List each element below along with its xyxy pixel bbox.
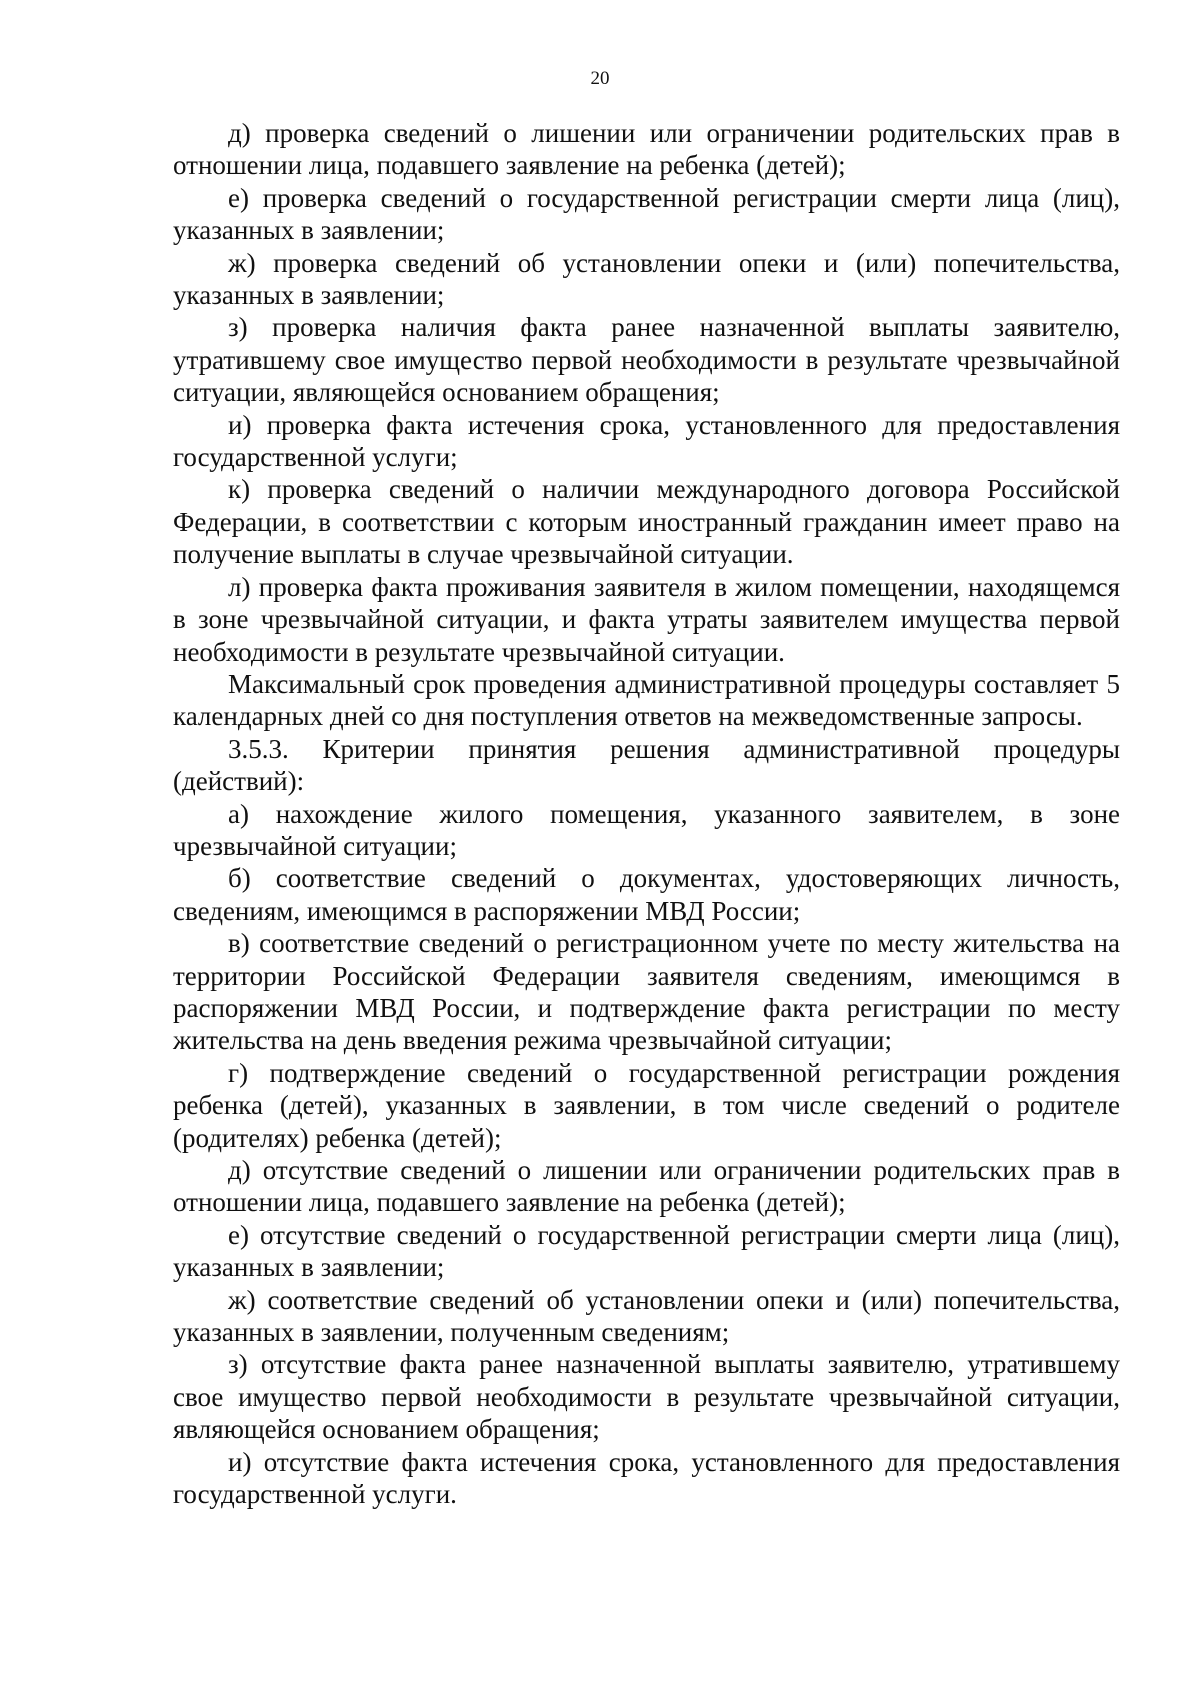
paragraph-max-duration: Максимальный срок проведения административной процедуры составляет 5 календарных дней со дня поступления ответов на межведомственные запросы. — [173, 668, 1120, 732]
paragraph-criterion-g: г) подтверждение сведений о государственной регистрации рождения ребенка (детей), указанных в заявлении, в том числе сведений о родителе (родителях) ребенка (детей); — [173, 1057, 1120, 1153]
paragraph-verify-guardianship: ж) проверка сведений об установлении опеки и (или) попечительства, указанных в заявлении; — [173, 247, 1120, 311]
paragraph-criterion-z: з) отсутствие факта ранее назначенной выплаты заявителю, утратившему свое имущество первой необходимости в результате чрезвычайной ситуации, являющейся основанием обращения; — [173, 1349, 1120, 1445]
paragraph-criterion-v: в) соответствие сведений о регистрационном учете по месту жительства на территории Российской Федерации заявителя сведениям, имеющимся в распоряжении МВД России, и подтверждение факта регистрации по месту жительства на день введения режима чрезвычайной ситуации; — [173, 928, 1120, 1056]
paragraph-section-3-5-3: 3.5.3. Критерии принятия решения административной процедуры (действий): — [173, 733, 1120, 797]
paragraph-verify-residence: л) проверка факта проживания заявителя в жилом помещении, находящемся в зоне чрезвычайной ситуации, и факта утраты заявителем имущества первой необходимости в результате чрезвычайной ситуации. — [173, 571, 1120, 667]
paragraph-verify-parental-rights: д) проверка сведений о лишении или ограничении родительских прав в отношении лица, подавшего заявление на ребенка (детей); — [173, 118, 1120, 181]
paragraph-verify-deadline: и) проверка факта истечения срока, установленного для предоставления государственной услуги; — [173, 409, 1120, 473]
paragraph-criterion-d: д) отсутствие сведений о лишении или ограничении родительских прав в отношении лица, подавшего заявление на ребенка (детей); — [173, 1155, 1120, 1218]
page-number: 20 — [590, 68, 610, 89]
paragraph-verify-international-treaty: к) проверка сведений о наличии международного договора Российской Федерации, в соответствии с которым иностранный гражданин имеет право на получение выплаты в случае чрезвычайной ситуации. — [173, 474, 1120, 570]
paragraph-criterion-a: а) нахождение жилого помещения, указанного заявителем, в зоне чрезвычайной ситуации; — [173, 798, 1120, 861]
paragraph-criterion-i: и) отсутствие факта истечения срока, установленного для предоставления государственной услуги. — [173, 1446, 1120, 1510]
paragraph-criterion-zh: ж) соответствие сведений об установлении опеки и (или) попечительства, указанных в заявлении, полученным сведениям; — [173, 1284, 1120, 1348]
paragraph-criterion-b: б) соответствие сведений о документах, удостоверяющих личность, сведениям, имеющимся в распоряжении МВД России; — [173, 863, 1120, 926]
document-body — [173, 117, 1120, 1510]
paragraph-verify-prior-payment: з) проверка наличия факта ранее назначенной выплаты заявителю, утратившему свое имущество первой необходимости в результате чрезвычайной ситуации, являющейся основанием обращения; — [173, 312, 1120, 408]
paragraph-criterion-e: е) отсутствие сведений о государственной регистрации смерти лица (лиц), указанных в заявлении; — [173, 1219, 1120, 1283]
paragraph-verify-death-registration: е) проверка сведений о государственной регистрации смерти лица (лиц), указанных в заявлении; — [173, 182, 1120, 246]
